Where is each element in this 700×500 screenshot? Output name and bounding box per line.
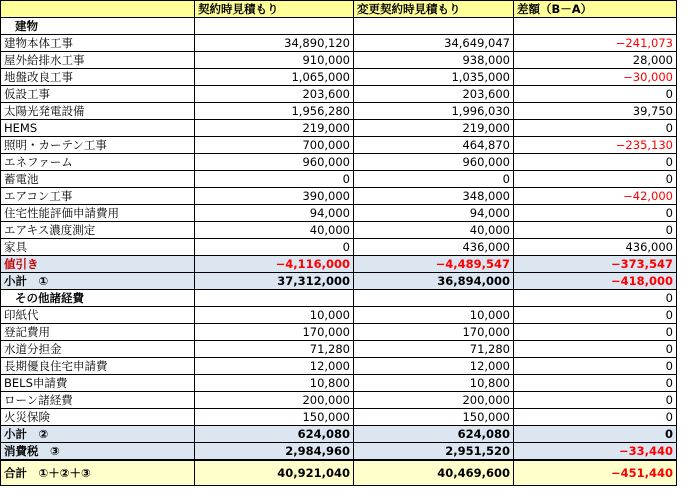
item-cell[interactable]: 値引き bbox=[1, 256, 195, 273]
difference-cell[interactable]: −418,000 bbox=[514, 273, 677, 290]
item-cell[interactable]: 蓄電池 bbox=[1, 171, 195, 188]
contract-estimate-cell[interactable]: −4,116,000 bbox=[195, 256, 354, 273]
item-cell[interactable]: BELS申請費 bbox=[1, 375, 195, 392]
table-row bbox=[1, 18, 677, 35]
table-row bbox=[1, 103, 677, 120]
difference-cell[interactable]: −42,000 bbox=[514, 188, 677, 205]
contract-estimate-cell[interactable]: 0 bbox=[195, 239, 354, 256]
item-cell[interactable]: ローン諸経費 bbox=[1, 392, 195, 409]
contract-estimate-cell[interactable]: 34,890,120 bbox=[195, 35, 354, 52]
difference-cell[interactable]: 0 bbox=[514, 307, 677, 324]
table-row bbox=[1, 358, 677, 375]
revised-estimate-cell[interactable]: 170,000 bbox=[354, 324, 514, 341]
contract-estimate-cell[interactable]: 203,600 bbox=[195, 86, 354, 103]
header-row bbox=[1, 1, 677, 18]
item-cell[interactable]: 消費税 ③ bbox=[1, 443, 195, 461]
contract-estimate-cell[interactable]: 40,000 bbox=[195, 222, 354, 239]
item-cell[interactable]: 長期優良住宅申請費 bbox=[1, 358, 195, 375]
difference-cell[interactable]: −33,440 bbox=[514, 443, 677, 461]
item-cell[interactable]: 住宅性能評価申請費用 bbox=[1, 205, 195, 222]
contract-estimate-cell[interactable]: 2,984,960 bbox=[195, 443, 354, 461]
difference-cell[interactable]: 0 bbox=[514, 358, 677, 375]
item-cell[interactable]: 照明・カーテン工事 bbox=[1, 137, 195, 154]
item-cell[interactable]: 太陽光発電設備 bbox=[1, 103, 195, 120]
difference-cell[interactable]: −241,073 bbox=[514, 35, 677, 52]
table-row bbox=[1, 205, 677, 222]
contract-estimate-cell[interactable]: 1,065,000 bbox=[195, 69, 354, 86]
table-row bbox=[1, 443, 677, 461]
revised-estimate-cell[interactable]: −4,489,547 bbox=[354, 256, 514, 273]
table-row bbox=[1, 35, 677, 52]
table-row bbox=[1, 409, 677, 426]
difference-cell[interactable]: 0 bbox=[514, 205, 677, 222]
table-row bbox=[1, 324, 677, 341]
item-cell[interactable]: 水道分担金 bbox=[1, 341, 195, 358]
contract-estimate-cell[interactable]: 219,000 bbox=[195, 120, 354, 137]
table-row bbox=[1, 120, 677, 137]
difference-cell[interactable]: 0 bbox=[514, 426, 677, 443]
item-cell[interactable]: 登記費用 bbox=[1, 324, 195, 341]
item-cell[interactable]: 家具 bbox=[1, 239, 195, 256]
revised-estimate-cell[interactable]: 36,894,000 bbox=[354, 273, 514, 290]
difference-cell[interactable]: −235,130 bbox=[514, 137, 677, 154]
contract-estimate-cell[interactable]: 10,000 bbox=[195, 307, 354, 324]
contract-estimate-cell[interactable]: 71,280 bbox=[195, 341, 354, 358]
revised-estimate-cell[interactable]: 12,000 bbox=[354, 358, 514, 375]
contract-estimate-cell[interactable]: 150,000 bbox=[195, 409, 354, 426]
revised-estimate-cell[interactable]: 1,996,030 bbox=[354, 103, 514, 120]
contract-estimate-cell[interactable]: 94,000 bbox=[195, 205, 354, 222]
contract-estimate-cell[interactable]: 700,000 bbox=[195, 137, 354, 154]
header-cell-difference[interactable]: 差額（B－A） bbox=[514, 1, 677, 18]
table-row bbox=[1, 273, 677, 290]
contract-estimate-cell[interactable] bbox=[195, 18, 354, 35]
revised-estimate-cell[interactable]: 938,000 bbox=[354, 52, 514, 69]
contract-estimate-cell[interactable]: 910,000 bbox=[195, 52, 354, 69]
difference-cell[interactable]: 0 bbox=[514, 86, 677, 103]
item-cell[interactable]: エアキス濃度測定 bbox=[1, 222, 195, 239]
contract-estimate-cell[interactable]: 40,921,040 bbox=[195, 460, 354, 486]
revised-estimate-cell[interactable]: 960,000 bbox=[354, 154, 514, 171]
difference-cell[interactable]: −30,000 bbox=[514, 69, 677, 86]
item-cell[interactable]: エネファーム bbox=[1, 154, 195, 171]
contract-estimate-cell[interactable]: 170,000 bbox=[195, 324, 354, 341]
revised-estimate-cell[interactable]: 34,649,047 bbox=[354, 35, 514, 52]
table-row bbox=[1, 307, 677, 324]
contract-estimate-cell[interactable]: 200,000 bbox=[195, 392, 354, 409]
difference-cell[interactable] bbox=[514, 18, 677, 35]
difference-cell[interactable]: 0 bbox=[514, 290, 677, 307]
revised-estimate-cell[interactable]: 10,000 bbox=[354, 307, 514, 324]
table-row bbox=[1, 222, 677, 239]
table-row bbox=[1, 86, 677, 103]
contract-estimate-cell[interactable] bbox=[195, 290, 354, 307]
table-row bbox=[1, 426, 677, 443]
revised-estimate-cell[interactable]: 71,280 bbox=[354, 341, 514, 358]
difference-cell[interactable]: 0 bbox=[514, 341, 677, 358]
item-cell[interactable]: 仮設工事 bbox=[1, 86, 195, 103]
difference-cell[interactable]: 0 bbox=[514, 375, 677, 392]
revised-estimate-cell[interactable]: 10,800 bbox=[354, 375, 514, 392]
table-row bbox=[1, 69, 677, 86]
revised-estimate-cell[interactable]: 94,000 bbox=[354, 205, 514, 222]
header-cell-item[interactable] bbox=[1, 1, 195, 18]
table-row bbox=[1, 460, 677, 486]
table-row bbox=[1, 188, 677, 205]
table-row bbox=[1, 375, 677, 392]
table-row bbox=[1, 154, 677, 171]
table-row bbox=[1, 239, 677, 256]
header-cell-revised-estimate[interactable]: 変更契約時見積もり bbox=[354, 1, 514, 18]
revised-estimate-cell[interactable] bbox=[354, 18, 514, 35]
difference-cell[interactable]: 0 bbox=[514, 392, 677, 409]
revised-estimate-cell[interactable] bbox=[354, 290, 514, 307]
difference-cell[interactable]: −451,440 bbox=[514, 460, 677, 486]
revised-estimate-cell[interactable]: 436,000 bbox=[354, 239, 514, 256]
revised-estimate-cell[interactable]: 1,035,000 bbox=[354, 69, 514, 86]
item-cell[interactable]: 小計 ① bbox=[1, 273, 195, 290]
table-row bbox=[1, 341, 677, 358]
item-cell[interactable]: 印紙代 bbox=[1, 307, 195, 324]
table-row bbox=[1, 290, 677, 307]
contract-estimate-cell[interactable]: 1,956,280 bbox=[195, 103, 354, 120]
difference-cell[interactable]: 0 bbox=[514, 324, 677, 341]
revised-estimate-cell[interactable]: 203,600 bbox=[354, 86, 514, 103]
contract-estimate-cell[interactable]: 12,000 bbox=[195, 358, 354, 375]
revised-estimate-cell[interactable]: 40,469,600 bbox=[354, 460, 514, 486]
contract-estimate-cell[interactable]: 10,800 bbox=[195, 375, 354, 392]
contract-estimate-cell[interactable]: 0 bbox=[195, 171, 354, 188]
contract-estimate-cell[interactable]: 390,000 bbox=[195, 188, 354, 205]
revised-estimate-cell[interactable]: 2,951,520 bbox=[354, 443, 514, 461]
difference-cell[interactable]: 39,750 bbox=[514, 103, 677, 120]
item-cell[interactable]: 火災保険 bbox=[1, 409, 195, 426]
table-row bbox=[1, 171, 677, 188]
difference-cell[interactable]: 0 bbox=[514, 409, 677, 426]
item-cell[interactable]: 建物本体工事 bbox=[1, 35, 195, 52]
difference-cell[interactable]: 0 bbox=[514, 222, 677, 239]
revised-estimate-cell[interactable]: 150,000 bbox=[354, 409, 514, 426]
item-cell[interactable]: その他諸経費 bbox=[1, 290, 195, 307]
table-row bbox=[1, 137, 677, 154]
item-cell[interactable]: 屋外給排水工事 bbox=[1, 52, 195, 69]
table-row bbox=[1, 52, 677, 69]
revised-estimate-cell[interactable]: 200,000 bbox=[354, 392, 514, 409]
difference-cell[interactable]: 436,000 bbox=[514, 239, 677, 256]
revised-estimate-cell[interactable]: 0 bbox=[354, 171, 514, 188]
difference-cell[interactable]: 0 bbox=[514, 171, 677, 188]
difference-cell[interactable]: 28,000 bbox=[514, 52, 677, 69]
contract-estimate-cell[interactable]: 624,080 bbox=[195, 426, 354, 443]
difference-cell[interactable]: −373,547 bbox=[514, 256, 677, 273]
difference-cell[interactable]: 0 bbox=[514, 120, 677, 137]
header-cell-contract-estimate[interactable]: 契約時見積もり bbox=[195, 1, 354, 18]
revised-estimate-cell[interactable]: 348,000 bbox=[354, 188, 514, 205]
revised-estimate-cell[interactable]: 40,000 bbox=[354, 222, 514, 239]
item-cell[interactable]: エアコン工事 bbox=[1, 188, 195, 205]
item-cell[interactable]: 建物 bbox=[1, 18, 195, 35]
table-body bbox=[1, 18, 677, 486]
item-cell[interactable]: 小計 ② bbox=[1, 426, 195, 443]
table-row bbox=[1, 256, 677, 273]
revised-estimate-cell[interactable]: 219,000 bbox=[354, 120, 514, 137]
revised-estimate-cell[interactable]: 624,080 bbox=[354, 426, 514, 443]
table-row bbox=[1, 392, 677, 409]
contract-estimate-cell[interactable]: 960,000 bbox=[195, 154, 354, 171]
item-cell[interactable]: HEMS bbox=[1, 120, 195, 137]
revised-estimate-cell[interactable]: 464,870 bbox=[354, 137, 514, 154]
contract-estimate-cell[interactable]: 37,312,000 bbox=[195, 273, 354, 290]
difference-cell[interactable]: 0 bbox=[514, 154, 677, 171]
item-cell[interactable]: 地盤改良工事 bbox=[1, 69, 195, 86]
item-cell[interactable]: 合計 ①＋②＋③ bbox=[1, 460, 195, 486]
